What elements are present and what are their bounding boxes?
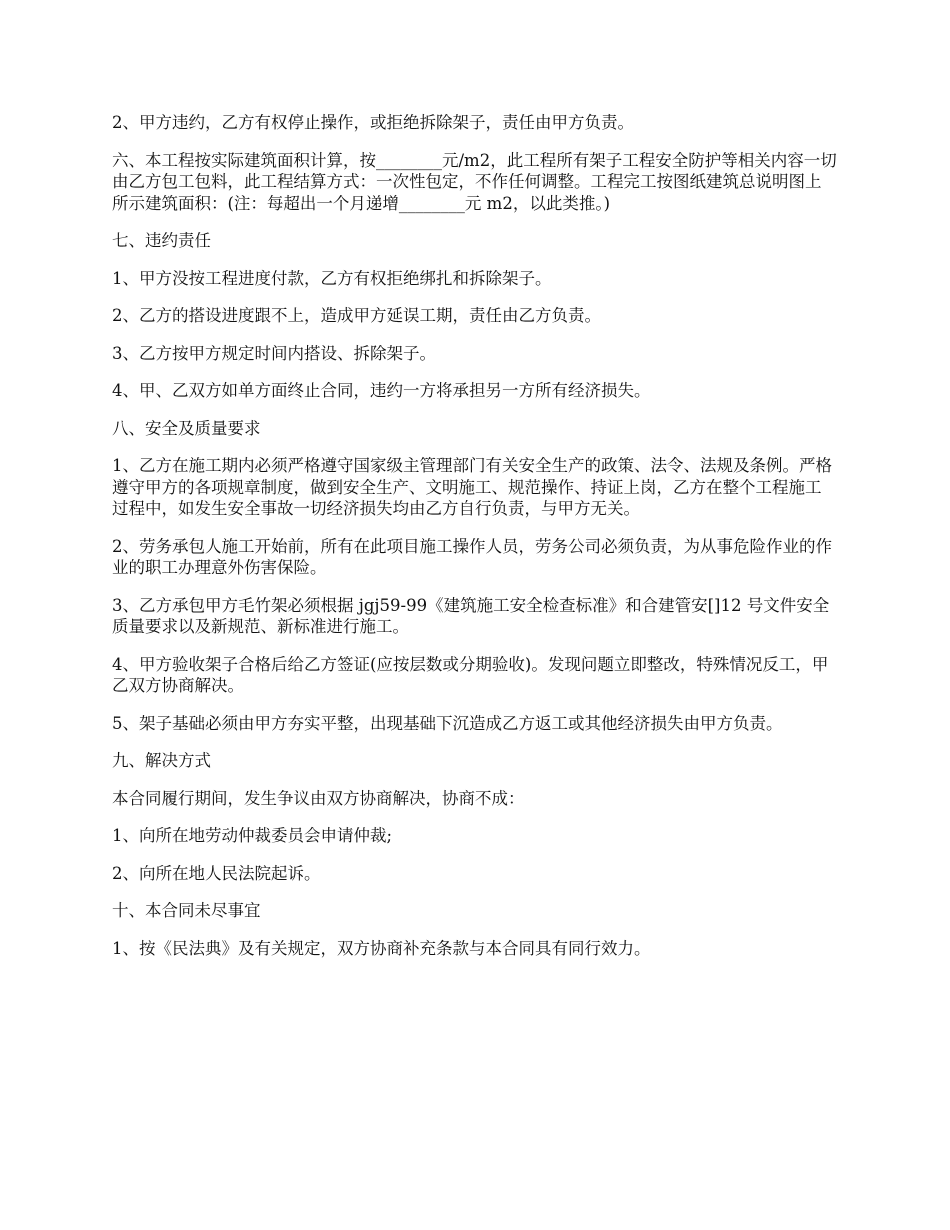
section-7-item-4: 4、甲、乙双方如单方面终止合同，违约一方将承担另一方所有经济损失。 — [112, 381, 651, 400]
section-7-item-3: 3、乙方按甲方规定时间内搭设、拆除架子。 — [112, 343, 436, 363]
section-8-item-4: 4、甲方验收架子合格后给乙方签证(应按层数或分期验收)。发现问题立即整改，特殊情况反工，甲乙双方协商解决。 — [112, 654, 829, 695]
section-9-intro: 本合同履行期间，发生争议由双方协商解决，协商不成： — [112, 788, 525, 808]
section-8-heading: 八、安全及质量要求 — [112, 418, 261, 438]
section-7-heading: 七、违约责任 — [112, 231, 211, 250]
section-9-item-2: 2、向所在地人民法院起诉。 — [112, 863, 321, 883]
section-7-item-2: 2、乙方的搭设进度跟不上，造成甲方延误工期，责任由乙方负责。 — [112, 306, 601, 325]
document-body — [112, 112, 837, 975]
section-8-item-5: 5、架子基础必须由甲方夯实平整，出现基础下沉造成乙方返工或其他经济损失由甲方负责。 — [112, 713, 783, 733]
section-9-item-1: 1、向所在地劳动仲裁委员会申请仲裁; — [112, 826, 393, 845]
section-8-item-3: 3、乙方承包甲方毛竹架必须根据 jgj59-99《建筑施工安全检查标准》和合建管安[]12 号文件安全质量要求以及新规范、新标准进行施工。 — [112, 595, 830, 636]
section-9-heading: 九、解决方式 — [112, 751, 211, 770]
section-7-item-1: 1、甲方没按工程进度付款，乙方有权拒绝绑扎和拆除架子。 — [112, 268, 552, 288]
section-10-heading: 十、本合同未尽事宜 — [112, 901, 261, 920]
section-8-item-2: 2、劳务承包人施工开始前，所有在此项目施工操作人员，劳务公司必须负责，为从事危险作业的作业的职工办理意外伤害保险。 — [112, 536, 832, 577]
section-8-item-1: 1、乙方在施工期内必须严格遵守国家级主管理部门有关安全生产的政策、法令、法规及条例。严格遵守甲方的各项规章制度，做到安全生产、文明施工、规范操作、持证上岗，乙方在整个工程施工过程中，如发生安全事故一切经济损失均由乙方自行负责，与甲方无关。 — [112, 456, 832, 518]
clause-2-breach-by-party-a: 2、甲方违约，乙方有权停止操作，或拒绝拆除架子，责任由甲方负责。 — [112, 113, 634, 132]
section-6-pricing: 六、本工程按实际建筑面积计算，按________元/m2，此工程所有架子工程安全防护等相关内容一切由乙方包工包料，此工程结算方式：一次性包定，不作任何调整。工程完工按图纸建筑总说明图上所示建筑面积：(注：每超出一个月递增________元 m2，以此类推。) — [112, 150, 837, 213]
section-10-item-1: 1、按《民法典》及有关规定，双方协商补充条款与本合同具有同行效力。 — [112, 938, 651, 958]
